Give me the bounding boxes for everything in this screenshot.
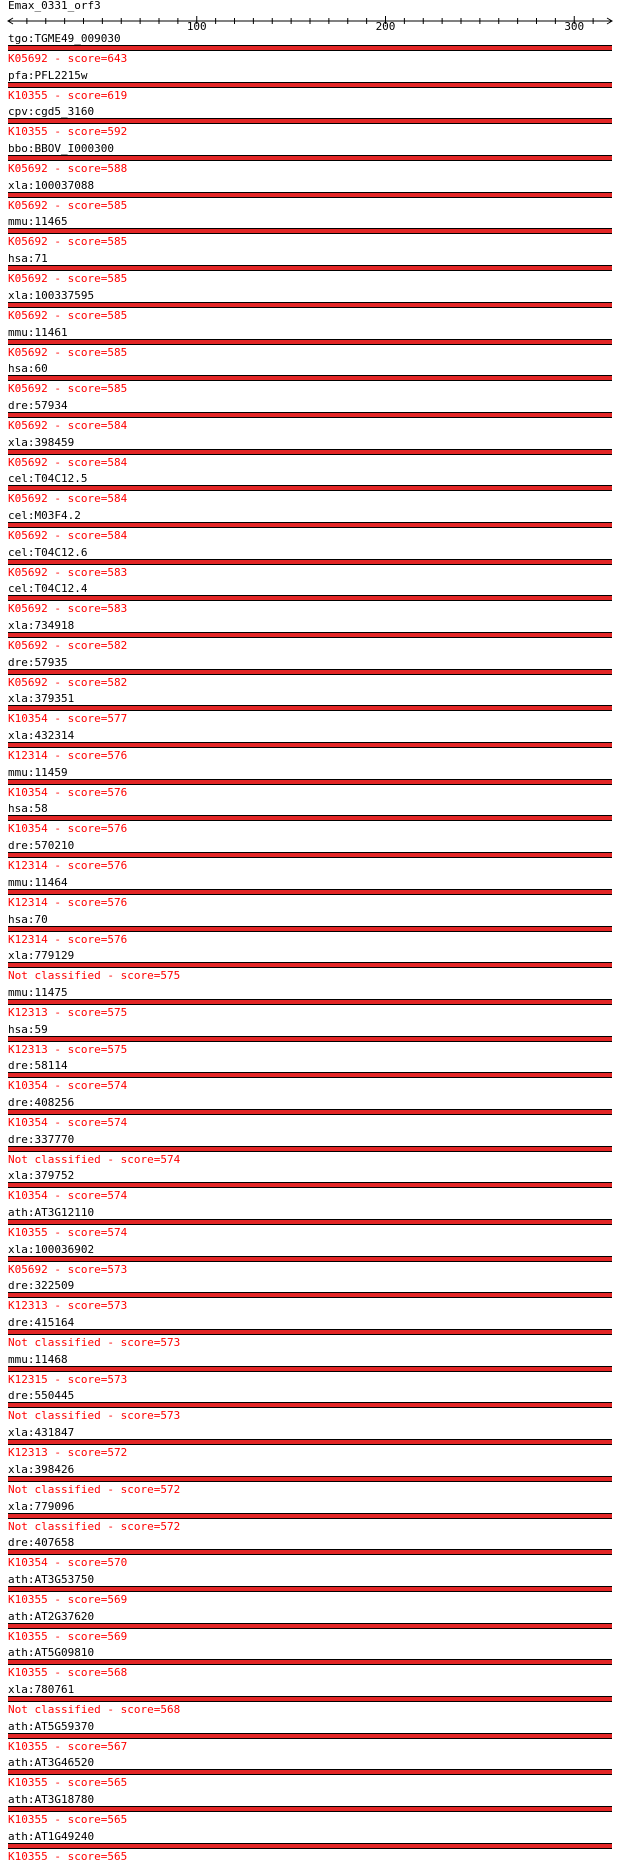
ko-score-label[interactable]: K12314 - score=576 (8, 895, 128, 909)
alignment-bar[interactable] (8, 1366, 612, 1372)
hit-row (0, 1756, 620, 1793)
ko-score-label[interactable]: K05692 - score=585 (8, 198, 128, 212)
gene-id-label[interactable]: mmu:11468 (8, 1352, 68, 1366)
hit-row (0, 1573, 620, 1610)
gene-id-label[interactable]: dre:415164 (8, 1316, 75, 1330)
hit-row (0, 582, 620, 619)
ko-score-label[interactable]: K05692 - score=584 (8, 455, 128, 469)
gene-id-label[interactable]: mmu:11461 (8, 325, 68, 339)
gene-id-label[interactable]: ath:AT5G09810 (8, 1646, 95, 1660)
gene-id-label[interactable]: ath:AT3G53750 (8, 1572, 95, 1586)
hit-row (0, 1830, 620, 1866)
alignment-bar[interactable] (8, 1402, 612, 1408)
alignment-bar[interactable] (8, 412, 612, 418)
gene-id-label[interactable]: mmu:11459 (8, 765, 68, 779)
ko-score-label[interactable]: Not classified - score=574 (8, 1152, 181, 1166)
alignment-bar[interactable] (8, 228, 612, 234)
ko-score-label[interactable]: K10355 - score=565 (8, 1776, 128, 1790)
gene-id-label[interactable]: cel:M03F4.2 (8, 508, 81, 522)
hit-row (0, 105, 620, 142)
alignment-bar[interactable] (8, 889, 612, 895)
hit-row (0, 876, 620, 913)
alignment-bar[interactable] (8, 449, 612, 455)
ko-score-label[interactable]: K10354 - score=577 (8, 712, 128, 726)
gene-id-label[interactable]: xla:398459 (8, 435, 75, 449)
hit-row (0, 252, 620, 289)
ko-score-label[interactable]: Not classified - score=568 (8, 1702, 181, 1716)
ko-score-label[interactable]: K05692 - score=585 (8, 345, 128, 359)
gene-id-label[interactable]: ath:AT3G12110 (8, 1206, 95, 1219)
hit-row (0, 839, 620, 876)
alignment-bar[interactable] (8, 815, 612, 821)
ko-score-label[interactable]: K05692 - score=582 (8, 675, 128, 689)
gene-id-label[interactable]: ath:AT2G37620 (8, 1609, 95, 1623)
hit-row (0, 1610, 620, 1647)
ko-score-label[interactable]: K10355 - score=592 (8, 125, 128, 139)
hit-row (0, 1059, 620, 1096)
ko-score-label[interactable]: K05692 - score=588 (8, 162, 128, 176)
ko-score-label[interactable]: K12314 - score=576 (8, 859, 128, 873)
alignment-bar[interactable] (8, 82, 612, 88)
hit-row (0, 215, 620, 252)
hit-row (0, 656, 620, 693)
gene-id-label[interactable]: mmu:11465 (8, 215, 68, 229)
hit-row (0, 619, 620, 656)
ko-score-label[interactable]: Not classified - score=572 (8, 1482, 181, 1496)
hit-row (0, 1389, 620, 1426)
gene-id-label[interactable]: dre:322509 (8, 1279, 75, 1293)
hit-row (0, 142, 620, 179)
ruler-tick-label: 200 (375, 20, 396, 32)
hit-row (0, 326, 620, 363)
hit-row (0, 472, 620, 509)
gene-id-label[interactable]: hsa:60 (8, 362, 48, 376)
gene-id-label[interactable]: dre:407658 (8, 1536, 75, 1550)
sequence-title: Emax_0331_orf3 (8, 0, 101, 12)
hit-row (0, 913, 620, 950)
alignment-bar[interactable] (8, 852, 612, 858)
hit-row (0, 32, 620, 69)
alignment-bar[interactable] (8, 559, 612, 565)
alignment-bar[interactable] (8, 1843, 612, 1849)
ko-score-label[interactable]: K05692 - score=585 (8, 308, 128, 322)
hit-row (0, 1426, 620, 1463)
ruler-tick-label: 300 (564, 20, 585, 32)
hit-row (0, 362, 620, 399)
alignment-bar[interactable] (8, 1659, 612, 1665)
alignment-bar[interactable] (8, 705, 612, 711)
gene-id-label[interactable]: dre:57934 (8, 398, 68, 412)
ko-score-label[interactable]: K05692 - score=643 (8, 52, 128, 65)
hit-row (0, 1536, 620, 1573)
alignment-bar[interactable] (8, 1182, 612, 1188)
ko-score-label[interactable]: K10354 - score=570 (8, 1556, 128, 1570)
hit-row (0, 1206, 620, 1243)
gene-id-label[interactable]: cpv:cgd5_3160 (8, 105, 95, 119)
gene-id-label[interactable]: dre:550445 (8, 1389, 75, 1403)
alignment-bar[interactable] (8, 1109, 612, 1115)
hit-row (0, 1683, 620, 1720)
ko-score-label[interactable]: K10354 - score=574 (8, 1079, 128, 1093)
gene-id-label[interactable]: xla:734918 (8, 619, 75, 632)
alignment-bar[interactable] (8, 45, 612, 51)
ruler-tick-label: 100 (186, 20, 207, 32)
gene-id-label[interactable]: dre:408256 (8, 1095, 75, 1109)
hit-list (0, 32, 620, 1866)
ko-score-label[interactable]: K10354 - score=574 (8, 1115, 128, 1129)
ko-score-label[interactable]: Not classified - score=573 (8, 1409, 181, 1423)
hit-row (0, 1793, 620, 1830)
ko-score-label[interactable]: Not classified - score=572 (8, 1519, 181, 1533)
alignment-bar[interactable] (8, 962, 612, 968)
gene-id-label[interactable]: xla:779096 (8, 1499, 75, 1513)
hit-row (0, 69, 620, 106)
ko-score-label[interactable]: Not classified - score=575 (8, 969, 181, 983)
ko-score-label[interactable]: K10354 - score=576 (8, 822, 128, 836)
alignment-bar[interactable] (8, 742, 612, 748)
gene-id-label[interactable]: dre:58114 (8, 1059, 68, 1073)
gene-id-label[interactable]: mmu:11475 (8, 985, 68, 999)
hit-row (0, 729, 620, 766)
alignment-bar[interactable] (8, 1549, 612, 1555)
hit-row (0, 509, 620, 546)
alignment-bar[interactable] (8, 1219, 612, 1225)
ko-score-label[interactable]: K10355 - score=565 (8, 1849, 128, 1863)
alignment-bar[interactable] (8, 1439, 612, 1445)
ko-score-label[interactable]: K10354 - score=576 (8, 785, 128, 799)
position-ruler (0, 0, 620, 32)
gene-id-label[interactable]: cel:T04C12.4 (8, 582, 88, 596)
ko-score-label[interactable]: K12314 - score=576 (8, 932, 128, 946)
alignment-bar[interactable] (8, 1036, 612, 1042)
hit-row (0, 436, 620, 473)
gene-id-label[interactable]: xla:100037088 (8, 178, 95, 192)
ko-score-label[interactable]: K10354 - score=574 (8, 1189, 128, 1203)
ko-score-label[interactable]: K10355 - score=569 (8, 1592, 128, 1606)
gene-id-label[interactable]: xla:379752 (8, 1169, 75, 1183)
alignment-bar[interactable] (8, 1806, 612, 1812)
alignment-bar[interactable] (8, 1513, 612, 1519)
ko-score-label[interactable]: K10355 - score=574 (8, 1226, 128, 1239)
alignment-bar[interactable] (8, 595, 612, 601)
alignment-bar[interactable] (8, 1146, 612, 1152)
hit-row (0, 1133, 620, 1170)
gene-id-label[interactable]: xla:432314 (8, 729, 75, 743)
hit-row (0, 1720, 620, 1757)
hit-row (0, 1316, 620, 1353)
alignment-bar[interactable] (8, 485, 612, 491)
ko-score-label[interactable]: K12313 - score=572 (8, 1446, 128, 1460)
ko-score-label[interactable]: K10355 - score=567 (8, 1739, 128, 1753)
alignment-bar[interactable] (8, 632, 612, 638)
ko-score-label[interactable]: K10355 - score=565 (8, 1813, 128, 1826)
alignment-bar[interactable] (8, 522, 612, 528)
ko-score-label[interactable]: K12315 - score=573 (8, 1372, 128, 1386)
ko-score-label[interactable]: K10355 - score=568 (8, 1666, 128, 1680)
gene-id-label[interactable]: xla:398426 (8, 1462, 75, 1476)
gene-id-label[interactable]: hsa:58 (8, 802, 48, 816)
ko-score-label[interactable]: K05692 - score=585 (8, 382, 128, 396)
alignment-bar[interactable] (8, 1696, 612, 1702)
gene-id-label[interactable]: xla:780761 (8, 1682, 75, 1696)
alignment-bar[interactable] (8, 1586, 612, 1592)
ko-score-label[interactable]: K12313 - score=573 (8, 1299, 128, 1313)
gene-id-label[interactable]: ath:AT5G59370 (8, 1719, 95, 1733)
gene-id-label[interactable]: cel:T04C12.5 (8, 472, 88, 486)
hit-row (0, 1169, 620, 1206)
alignment-bar[interactable] (8, 669, 612, 675)
gene-id-label[interactable]: ath:AT3G46520 (8, 1756, 95, 1770)
alignment-bar[interactable] (8, 1292, 612, 1298)
hit-row (0, 289, 620, 326)
ko-score-label[interactable]: K05692 - score=584 (8, 528, 128, 542)
hit-row (0, 1023, 620, 1060)
gene-id-label[interactable]: xla:379351 (8, 692, 75, 706)
gene-id-label[interactable]: mmu:11464 (8, 875, 68, 889)
ko-score-label[interactable]: K10355 - score=569 (8, 1629, 128, 1643)
alignment-bar[interactable] (8, 1329, 612, 1335)
ko-score-label[interactable]: K05692 - score=582 (8, 639, 128, 652)
gene-id-label[interactable]: xla:100337595 (8, 288, 95, 302)
gene-id-label[interactable]: dre:570210 (8, 839, 75, 853)
alignment-bar[interactable] (8, 1476, 612, 1482)
ko-score-label[interactable]: K05692 - score=585 (8, 235, 128, 249)
gene-id-label[interactable]: dre:337770 (8, 1132, 75, 1146)
alignment-bar[interactable] (8, 1733, 612, 1739)
ko-score-label[interactable]: K05692 - score=583 (8, 602, 128, 616)
alignment-bar[interactable] (8, 302, 612, 308)
gene-id-label[interactable]: tgo:TGME49_009030 (8, 32, 121, 45)
hit-row (0, 1500, 620, 1537)
gene-id-label[interactable]: xla:100036902 (8, 1242, 95, 1256)
gene-id-label[interactable]: xla:431847 (8, 1426, 75, 1440)
alignment-bar[interactable] (8, 1769, 612, 1775)
alignment-bar[interactable] (8, 779, 612, 785)
gene-id-label[interactable]: bbo:BBOV_I000300 (8, 142, 114, 156)
alignment-bar[interactable] (8, 926, 612, 932)
gene-id-label[interactable]: hsa:59 (8, 1022, 48, 1036)
hit-row (0, 692, 620, 729)
hit-row (0, 1463, 620, 1500)
alignment-bar[interactable] (8, 999, 612, 1005)
hit-row (0, 1646, 620, 1683)
alignment-bar[interactable] (8, 192, 612, 198)
gene-id-label[interactable]: hsa:70 (8, 912, 48, 926)
hit-row (0, 179, 620, 216)
alignment-bar[interactable] (8, 118, 612, 124)
alignment-bar[interactable] (8, 375, 612, 381)
ko-score-label[interactable]: K05692 - score=584 (8, 492, 128, 506)
ko-score-label[interactable]: K05692 - score=573 (8, 1262, 128, 1276)
hit-row (0, 1279, 620, 1316)
ko-score-label[interactable]: K10355 - score=619 (8, 88, 128, 102)
hit-row (0, 1096, 620, 1133)
gene-id-label[interactable]: dre:57935 (8, 655, 68, 669)
ko-score-label[interactable]: K05692 - score=584 (8, 418, 128, 432)
gene-id-label[interactable]: hsa:71 (8, 252, 48, 266)
hit-row (0, 399, 620, 436)
ko-score-label[interactable]: K12314 - score=576 (8, 749, 128, 763)
ko-score-label[interactable]: K12313 - score=575 (8, 1042, 128, 1056)
hit-row (0, 1243, 620, 1280)
alignment-bar[interactable] (8, 265, 612, 271)
gene-id-label[interactable]: ath:AT1G49240 (8, 1829, 95, 1843)
hit-row (0, 802, 620, 839)
alignment-bar[interactable] (8, 155, 612, 161)
hit-row (0, 546, 620, 583)
gene-id-label[interactable]: ath:AT3G18780 (8, 1793, 95, 1806)
alignment-bar[interactable] (8, 1256, 612, 1262)
hit-row (0, 766, 620, 803)
ko-score-label[interactable]: Not classified - score=573 (8, 1336, 181, 1350)
hit-row (0, 1353, 620, 1390)
alignment-bar[interactable] (8, 1623, 612, 1629)
gene-id-label[interactable]: pfa:PFL2215w (8, 68, 88, 82)
gene-id-label[interactable]: xla:779129 (8, 949, 75, 963)
alignment-bar[interactable] (8, 1072, 612, 1078)
hit-row (0, 949, 620, 986)
hit-row (0, 986, 620, 1023)
ko-score-label[interactable]: K12313 - score=575 (8, 1005, 128, 1019)
ko-score-label[interactable]: K05692 - score=583 (8, 565, 128, 579)
gene-id-label[interactable]: cel:T04C12.6 (8, 545, 88, 559)
ko-score-label[interactable]: K05692 - score=585 (8, 272, 128, 286)
alignment-bar[interactable] (8, 339, 612, 345)
